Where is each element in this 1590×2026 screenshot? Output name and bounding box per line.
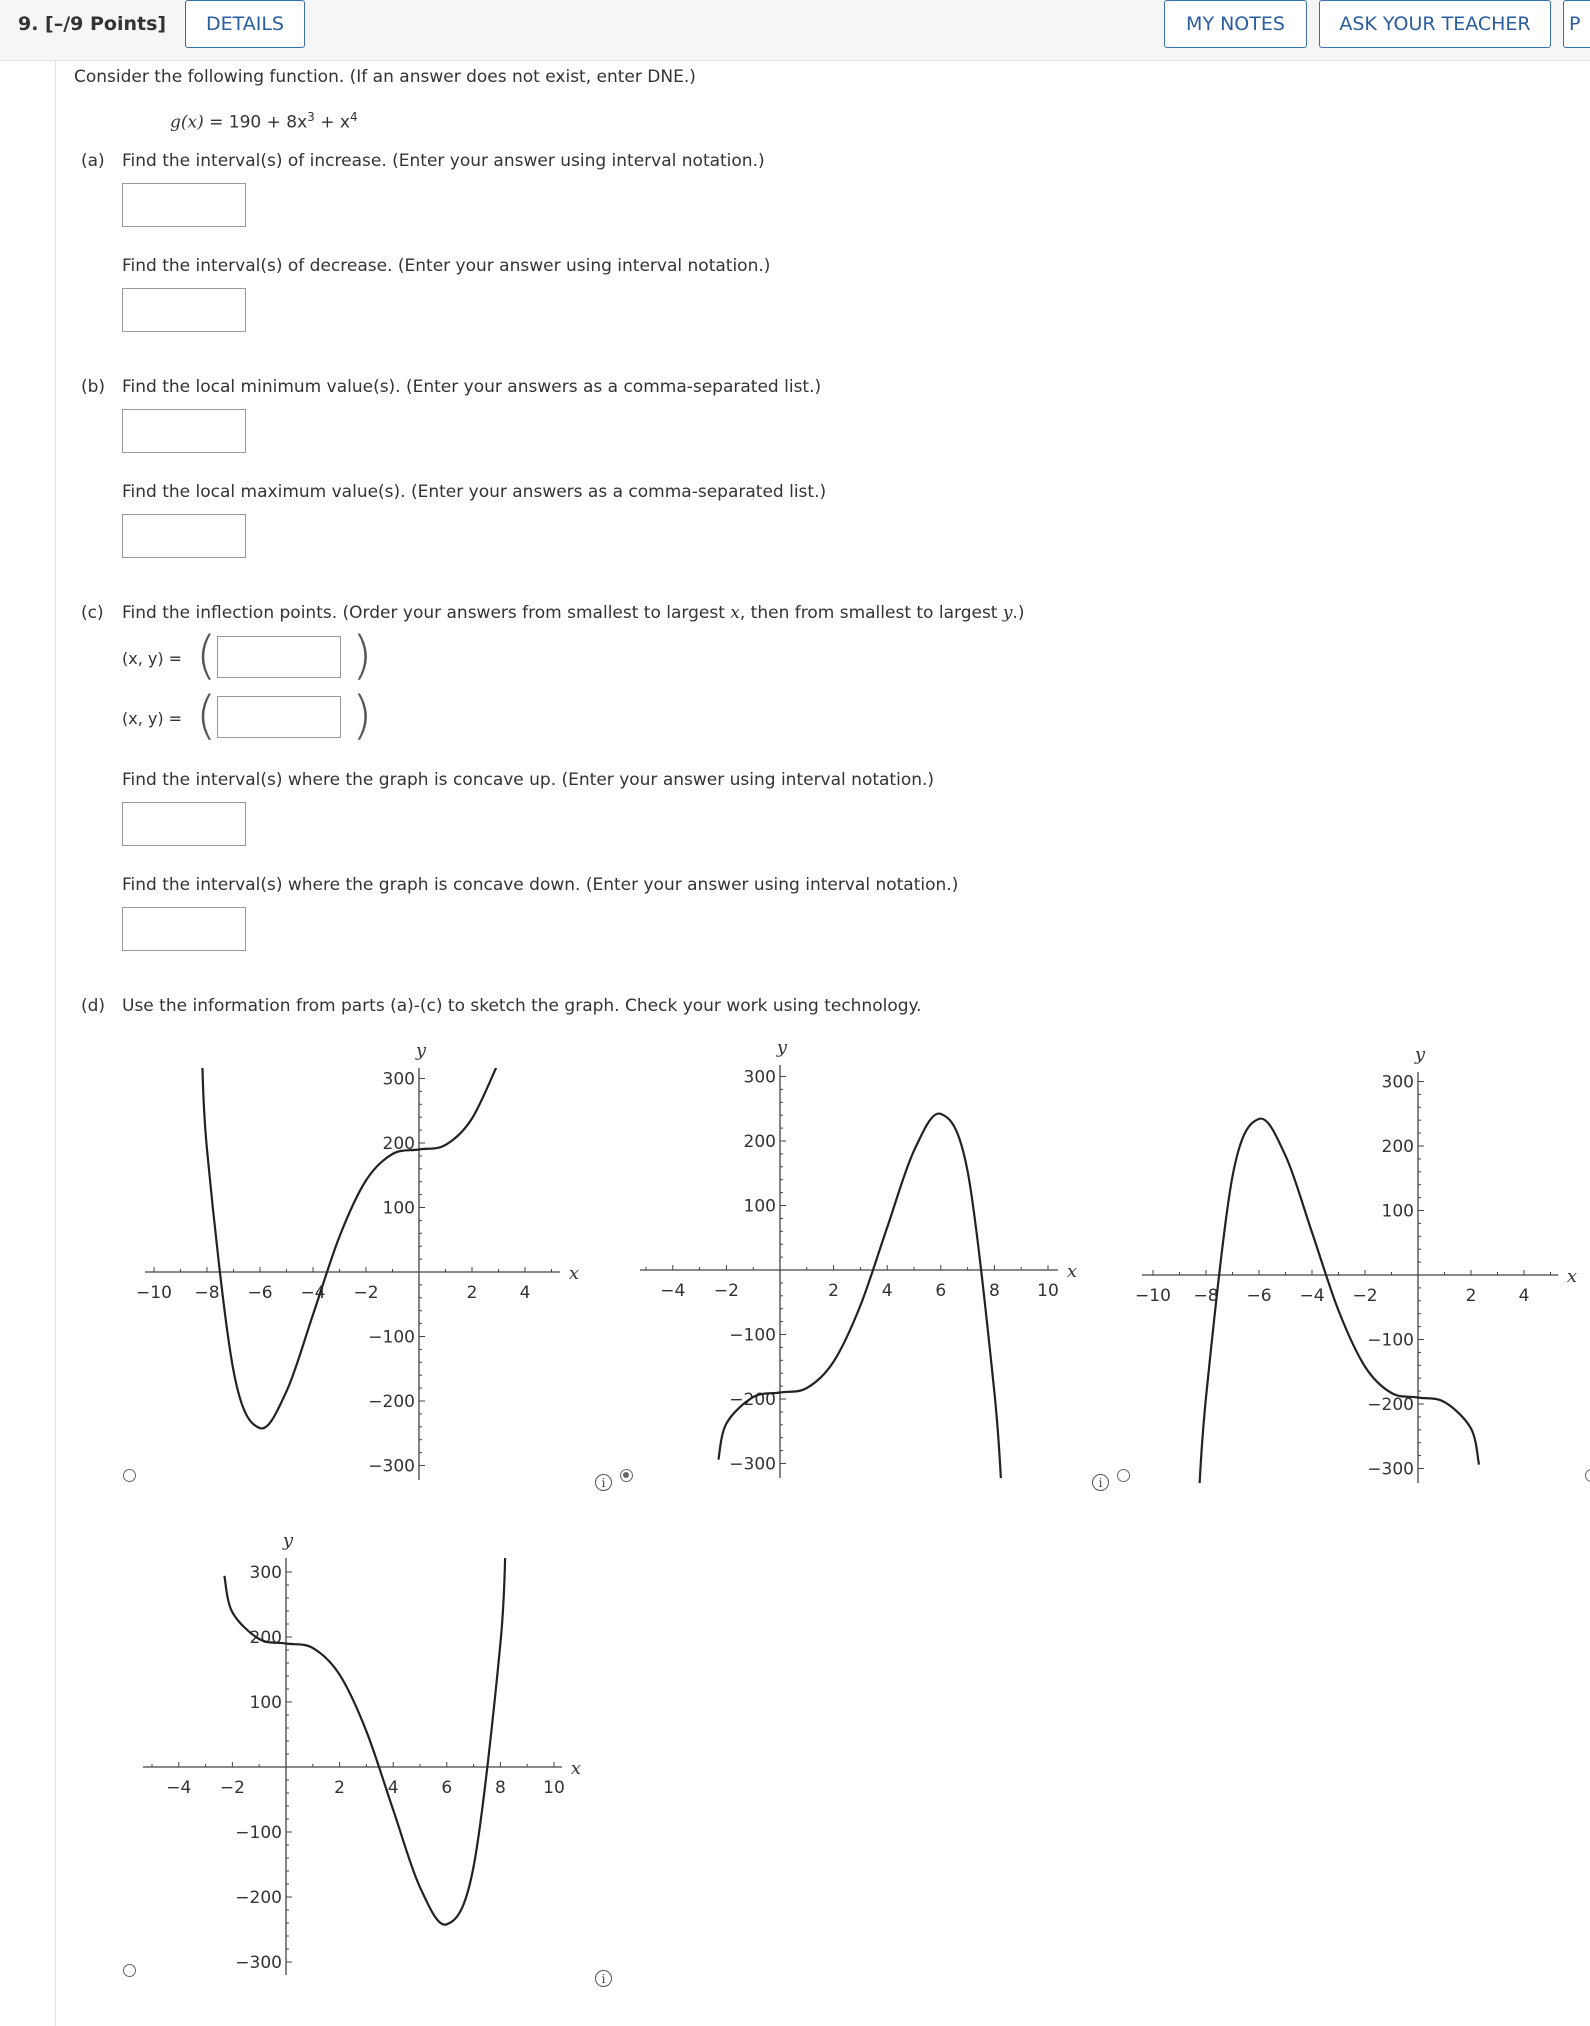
details-button[interactable]: DETAILS [185,0,305,48]
x-axis-label: x [568,1263,580,1284]
option-2-info-icon[interactable]: i [1092,1474,1109,1491]
option-4-radio[interactable] [123,1964,136,1977]
y-tick-label: 200 [382,1134,415,1154]
exponent-4: 4 [349,110,358,124]
y-axis-label: y [776,1037,788,1058]
y-tick-label: −100 [235,1823,282,1843]
x-tick-label: 6 [935,1281,947,1301]
y-tick-label: 300 [249,1563,282,1583]
part-b-question-min: Find the local minimum value(s). (Enter your answers as a comma-separated list.) [122,377,822,397]
x-tick-label: −10 [136,1283,172,1303]
y-tick-label: 100 [249,1693,282,1713]
x-tick-label: 6 [441,1778,453,1798]
open-paren-1: ( [196,626,217,686]
var-y: y [1002,603,1013,623]
y-tick-label: −300 [368,1456,415,1477]
x-tick-label: 8 [494,1778,506,1798]
option-4-info-icon[interactable]: i [595,1970,612,1987]
x-tick-label: 2 [334,1778,346,1798]
y-tick-label: −100 [368,1327,415,1348]
x-tick-label: −10 [1135,1286,1171,1306]
curve-curve [224,1528,505,1925]
part-d-label: (d) [81,996,106,1016]
x-axis-label: x [1566,1266,1578,1287]
x-axis-label: x [570,1758,582,1779]
question-label: 9. [–/9 Points] [18,13,167,35]
part-a-question-increase: Find the interval(s) of increase. (Enter your answer using interval notation.) [122,151,765,171]
x-tick-label: 4 [1518,1286,1530,1306]
part-a-question-decrease: Find the interval(s) of decrease. (Enter your answer using interval notation.) [122,256,771,276]
x-tick-label: −2 [1352,1286,1378,1306]
x-tick-label: −8 [1193,1286,1219,1306]
chart-4 [143,1528,581,1975]
x-tick-label: 2 [466,1283,478,1303]
option-1-radio[interactable] [123,1469,136,1482]
part-c-q-post: .) [1012,603,1025,623]
y-tick-label: 300 [382,1069,415,1090]
y-tick-label: 100 [1381,1201,1414,1222]
x-tick-label: 2 [1465,1286,1477,1306]
x-tick-label: −6 [1246,1286,1272,1306]
y-tick-label: −200 [1367,1395,1414,1415]
x-axis-label: x [1066,1261,1078,1282]
y-tick-label: −100 [729,1325,776,1346]
part-c-label: (c) [81,603,104,623]
y-tick-label: −300 [1367,1459,1414,1480]
y-axis-label: y [282,1530,294,1551]
x-tick-label: −6 [247,1283,273,1303]
next-button-partial[interactable]: P [1563,0,1590,48]
exponent-3: 3 [307,110,315,124]
x-tick-label: −4 [1299,1286,1325,1306]
xy-label-1: (x, y) = [122,649,183,668]
chart-3 [1135,1044,1577,1512]
part-c-question-concave-down: Find the interval(s) where the graph is concave down. (Enter your answer using interval notation.) [122,875,959,895]
part-d-question: Use the information from parts (a)-(c) to sketch the graph. Check your work using technology. [122,996,922,1016]
function-name: g(x) [170,112,204,133]
part-c-question-concave-up: Find the interval(s) where the graph is concave up. (Enter your answer using interval notation.) [122,770,935,790]
x-tick-label: −2 [219,1778,245,1798]
x-tick-label: −4 [300,1283,326,1303]
y-tick-label: 300 [743,1067,776,1088]
function-part-a: = 190 + 8x [203,112,308,133]
y-tick-label: −200 [368,1392,415,1412]
x-tick-label: −2 [713,1281,739,1301]
function-part-b: + x [314,112,350,133]
part-b-question-max: Find the local maximum value(s). (Enter your answers as a comma-separated list.) [122,482,827,502]
y-tick-label: −200 [235,1888,282,1908]
y-axis-label: y [415,1040,427,1061]
curve-curve [1198,1119,1479,1513]
curve-curve [202,1035,499,1429]
xy-label-2: (x, y) = [122,709,183,728]
x-tick-label: 8 [988,1281,1000,1301]
ask-your-teacher-button[interactable]: ASK YOUR TEACHER [1319,0,1551,48]
option-2-radio[interactable] [620,1469,633,1482]
x-tick-label: −2 [353,1283,379,1303]
y-tick-label: 100 [382,1198,415,1219]
open-paren-2: ( [196,686,217,746]
x-tick-label: 4 [387,1778,399,1798]
y-tick-label: 200 [743,1132,776,1152]
chart-1 [136,1035,579,1480]
y-tick-label: 200 [249,1628,282,1648]
option-3-radio[interactable] [1117,1469,1130,1482]
y-tick-label: 300 [1381,1072,1414,1093]
y-tick-label: −200 [729,1390,776,1410]
part-b-label: (b) [81,377,106,397]
part-c-q-mid: , then from smallest to largest [739,603,1003,623]
var-x: x [730,603,740,623]
option-1-info-icon[interactable]: i [595,1474,612,1491]
part-a-label: (a) [81,151,105,171]
curve-curve [718,1114,1002,1508]
close-paren-2: ) [352,686,373,746]
y-tick-label: −300 [235,1953,282,1973]
part-c-q-pre: Find the inflection points. (Order your answers from smallest to largest [122,603,731,623]
x-tick-label: 4 [519,1283,531,1303]
y-tick-label: −100 [1367,1330,1414,1351]
x-tick-label: −4 [660,1281,686,1301]
chart-2 [640,1037,1077,1507]
x-tick-label: 4 [881,1281,893,1301]
x-tick-label: −4 [166,1778,192,1798]
x-tick-label: 10 [543,1778,565,1798]
x-tick-label: 2 [828,1281,840,1301]
close-paren-1: ) [352,626,373,686]
intro-text: Consider the following function. (If an answer does not exist, enter DNE.) [74,67,696,87]
x-tick-label: 10 [1037,1281,1059,1301]
x-tick-label: −8 [194,1283,220,1303]
y-tick-label: 100 [743,1196,776,1217]
my-notes-button[interactable]: MY NOTES [1164,0,1307,48]
y-axis-label: y [1414,1044,1426,1065]
y-tick-label: −300 [729,1454,776,1475]
y-tick-label: 200 [1381,1137,1414,1157]
